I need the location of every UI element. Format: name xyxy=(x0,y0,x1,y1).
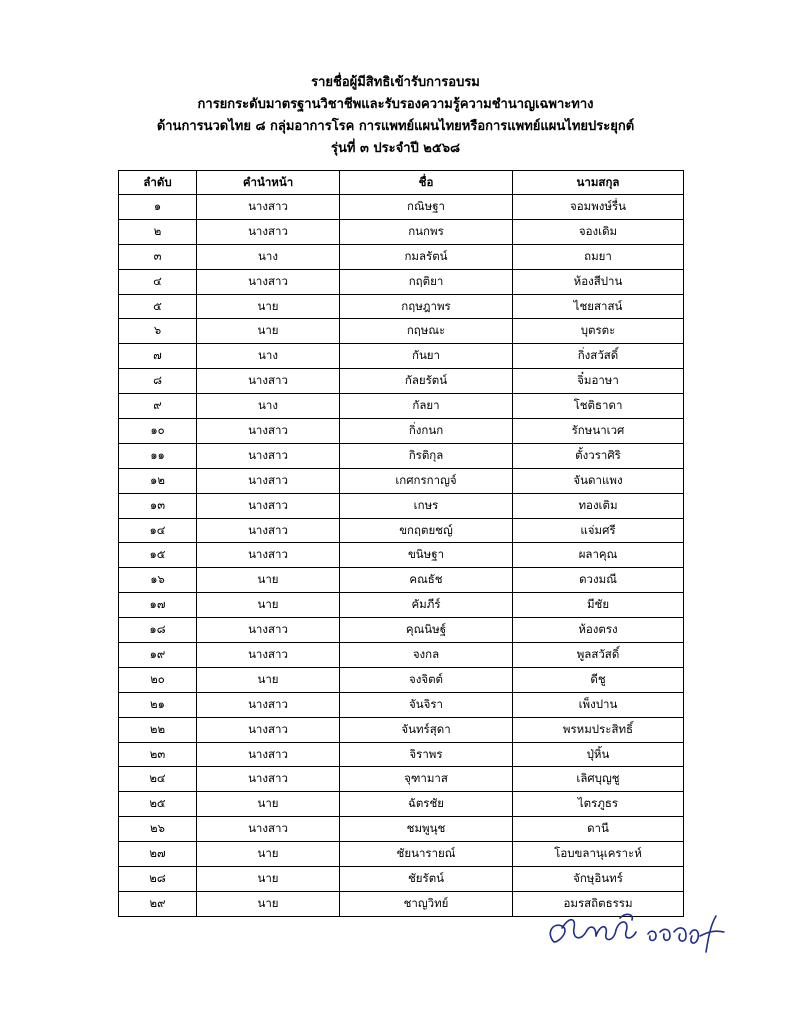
order-cell: ๒๑ xyxy=(119,692,197,717)
last-name-cell: ไตรภูธร xyxy=(513,792,684,817)
table-row xyxy=(119,767,684,792)
table-body xyxy=(119,195,684,917)
order-cell: ๑๘ xyxy=(119,618,197,643)
title-cell: นางสาว xyxy=(197,742,340,767)
order-cell: ๒๙ xyxy=(119,891,197,916)
table-row xyxy=(119,817,684,842)
table-row xyxy=(119,269,684,294)
order-cell: ๑๖ xyxy=(119,568,197,593)
first-name-cell: กันยา xyxy=(340,344,513,369)
signature-image xyxy=(540,912,730,958)
last-name-cell: มีชัย xyxy=(513,593,684,618)
order-cell: ๑๗ xyxy=(119,593,197,618)
table-row xyxy=(119,667,684,692)
last-name-cell: โชติธาดา xyxy=(513,394,684,419)
column-header-title: คำนำหน้า xyxy=(197,171,340,195)
table-row xyxy=(119,419,684,444)
title-cell: นางสาว xyxy=(197,717,340,742)
title-cell: นางสาว xyxy=(197,767,340,792)
title-cell: นางสาว xyxy=(197,618,340,643)
participants-table xyxy=(118,170,684,917)
order-cell: ๒๘ xyxy=(119,867,197,892)
first-name-cell: จงจิตต์ xyxy=(340,667,513,692)
last-name-cell: รักษนาเวศ xyxy=(513,419,684,444)
title-cell: นางสาว xyxy=(197,643,340,668)
order-cell: ๖ xyxy=(119,319,197,344)
title-cell: นาย xyxy=(197,667,340,692)
last-name-cell: ทองเติม xyxy=(513,493,684,518)
first-name-cell: กัลยรัตน์ xyxy=(340,369,513,394)
order-cell: ๙ xyxy=(119,394,197,419)
order-cell: ๑๒ xyxy=(119,468,197,493)
title-cell: นางสาว xyxy=(197,219,340,244)
first-name-cell: ขกฤตยชญ์ xyxy=(340,518,513,543)
title-cell: นาย xyxy=(197,867,340,892)
table-row xyxy=(119,618,684,643)
last-name-cell: จอมพงษ์รื่น xyxy=(513,195,684,220)
first-name-cell: กนกพร xyxy=(340,219,513,244)
heading-line-1: รายชื่อผู้มีสิทธิเข้ารับการอบรม xyxy=(311,75,480,90)
table-row xyxy=(119,493,684,518)
last-name-cell: ดานี xyxy=(513,817,684,842)
last-name-cell: ตั้งวราศิริ xyxy=(513,443,684,468)
table-row xyxy=(119,294,684,319)
title-cell: นางสาว xyxy=(197,419,340,444)
order-cell: ๗ xyxy=(119,344,197,369)
first-name-cell: กมลรัตน์ xyxy=(340,244,513,269)
last-name-cell: ผลาคุณ xyxy=(513,543,684,568)
title-cell: นาง xyxy=(197,344,340,369)
first-name-cell: ขนิษฐา xyxy=(340,543,513,568)
document-heading xyxy=(0,72,791,160)
first-name-cell: ชาญวิทย์ xyxy=(340,891,513,916)
title-cell: นางสาว xyxy=(197,443,340,468)
title-cell: นางสาว xyxy=(197,543,340,568)
title-cell: นาย xyxy=(197,568,340,593)
last-name-cell: อมรสถิตธรรม xyxy=(513,891,684,916)
last-name-cell: จองเดิม xyxy=(513,219,684,244)
order-cell: ๑๕ xyxy=(119,543,197,568)
first-name-cell: จันทร์สุดา xyxy=(340,717,513,742)
table-row xyxy=(119,443,684,468)
table-row xyxy=(119,742,684,767)
title-cell: นางสาว xyxy=(197,195,340,220)
title-cell: นางสาว xyxy=(197,692,340,717)
order-cell: ๘ xyxy=(119,369,197,394)
heading-line-3: ด้านการนวดไทย ๘ กลุ่มอาการโรค การแพทย์แผนไทยหรือการแพทย์แผนไทยประยุกต์ xyxy=(156,119,635,134)
title-cell: นาง xyxy=(197,244,340,269)
first-name-cell: จันจิรา xyxy=(340,692,513,717)
order-cell: ๑๓ xyxy=(119,493,197,518)
table-row xyxy=(119,692,684,717)
table-row xyxy=(119,369,684,394)
last-name-cell: จันดาแพง xyxy=(513,468,684,493)
first-name-cell: กฤษณะ xyxy=(340,319,513,344)
title-cell: นางสาว xyxy=(197,518,340,543)
heading-line-4: รุ่นที่ ๓ ประจำปี ๒๕๖๘ xyxy=(331,141,460,156)
table-row xyxy=(119,219,684,244)
table-row xyxy=(119,344,684,369)
table-header-row xyxy=(119,171,684,195)
table-row xyxy=(119,394,684,419)
order-cell: ๑๑ xyxy=(119,443,197,468)
last-name-cell: ถมยา xyxy=(513,244,684,269)
last-name-cell: ห้องตรง xyxy=(513,618,684,643)
last-name-cell: แจ่มศรี xyxy=(513,518,684,543)
first-name-cell: เกศกรกาญจ์ xyxy=(340,468,513,493)
title-cell: นางสาว xyxy=(197,468,340,493)
first-name-cell: เกษร xyxy=(340,493,513,518)
title-cell: นาย xyxy=(197,319,340,344)
last-name-cell: เลิศบุญชู xyxy=(513,767,684,792)
order-cell: ๒๒ xyxy=(119,717,197,742)
order-cell: ๒๔ xyxy=(119,767,197,792)
first-name-cell: คณธัช xyxy=(340,568,513,593)
order-cell: ๒๓ xyxy=(119,742,197,767)
order-cell: ๒ xyxy=(119,219,197,244)
order-cell: ๕ xyxy=(119,294,197,319)
last-name-cell: ไชยสาสน์ xyxy=(513,294,684,319)
title-cell: นางสาว xyxy=(197,269,340,294)
first-name-cell: กณิษฐา xyxy=(340,195,513,220)
last-name-cell: ดีชู xyxy=(513,667,684,692)
table-row xyxy=(119,593,684,618)
title-cell: นาย xyxy=(197,891,340,916)
last-name-cell: ห้องสีปาน xyxy=(513,269,684,294)
last-name-cell: เพ็งปาน xyxy=(513,692,684,717)
order-cell: ๒๗ xyxy=(119,842,197,867)
last-name-cell: กิ่งสวัสดิ์ xyxy=(513,344,684,369)
order-cell: ๑ xyxy=(119,195,197,220)
order-cell: ๒๕ xyxy=(119,792,197,817)
last-name-cell: จิ๋มอาษา xyxy=(513,369,684,394)
table-row xyxy=(119,867,684,892)
table-row xyxy=(119,468,684,493)
table-row xyxy=(119,244,684,269)
last-name-cell: ปุ่หิ้น xyxy=(513,742,684,767)
last-name-cell: จักษุอินทร์ xyxy=(513,867,684,892)
title-cell: นาย xyxy=(197,842,340,867)
heading-line-2: การยกระดับมาตรฐานวิชาชีพและรับรองความรู้ความชำนาญเฉพาะทาง xyxy=(197,97,594,112)
first-name-cell: กฤติยา xyxy=(340,269,513,294)
first-name-cell: จิราพร xyxy=(340,742,513,767)
last-name-cell: บุตรตะ xyxy=(513,319,684,344)
last-name-cell: ดวงมณี xyxy=(513,568,684,593)
order-cell: ๑๙ xyxy=(119,643,197,668)
first-name-cell: กฤษฎาพร xyxy=(340,294,513,319)
table-row xyxy=(119,518,684,543)
title-cell: นาย xyxy=(197,792,340,817)
order-cell: ๒๐ xyxy=(119,667,197,692)
first-name-cell: จงกล xyxy=(340,643,513,668)
order-cell: ๔ xyxy=(119,269,197,294)
first-name-cell: ชัยนารายณ์ xyxy=(340,842,513,867)
title-cell: นาง xyxy=(197,394,340,419)
first-name-cell: กัลยา xyxy=(340,394,513,419)
first-name-cell: คุณนิษฐ์ xyxy=(340,618,513,643)
first-name-cell: กิ่งกนก xyxy=(340,419,513,444)
first-name-cell: ฉัตรชัย xyxy=(340,792,513,817)
title-cell: นางสาว xyxy=(197,817,340,842)
table-row xyxy=(119,717,684,742)
title-cell: นาย xyxy=(197,593,340,618)
last-name-cell: พูลสวัสดิ์ xyxy=(513,643,684,668)
column-header-last-name: นามสกุล xyxy=(513,171,684,195)
first-name-cell: ชมพูนุช xyxy=(340,817,513,842)
order-cell: ๑๔ xyxy=(119,518,197,543)
order-cell: ๒๖ xyxy=(119,817,197,842)
first-name-cell: กิรติกุล xyxy=(340,443,513,468)
table-row xyxy=(119,792,684,817)
title-cell: นางสาว xyxy=(197,369,340,394)
last-name-cell: พรหมประสิทธิ์ xyxy=(513,717,684,742)
title-cell: นางสาว xyxy=(197,493,340,518)
table-row xyxy=(119,842,684,867)
first-name-cell: จุฑามาส xyxy=(340,767,513,792)
column-header-order: ลำดับ xyxy=(119,171,197,195)
order-cell: ๓ xyxy=(119,244,197,269)
last-name-cell: โอบขลานุเคราะห์ xyxy=(513,842,684,867)
column-header-first-name: ชื่อ xyxy=(340,171,513,195)
table-row xyxy=(119,319,684,344)
table-row xyxy=(119,643,684,668)
order-cell: ๑๐ xyxy=(119,419,197,444)
title-cell: นาย xyxy=(197,294,340,319)
table-row xyxy=(119,543,684,568)
table-row xyxy=(119,195,684,220)
first-name-cell: ชัยรัตน์ xyxy=(340,867,513,892)
table-row xyxy=(119,568,684,593)
first-name-cell: คัมภีร์ xyxy=(340,593,513,618)
